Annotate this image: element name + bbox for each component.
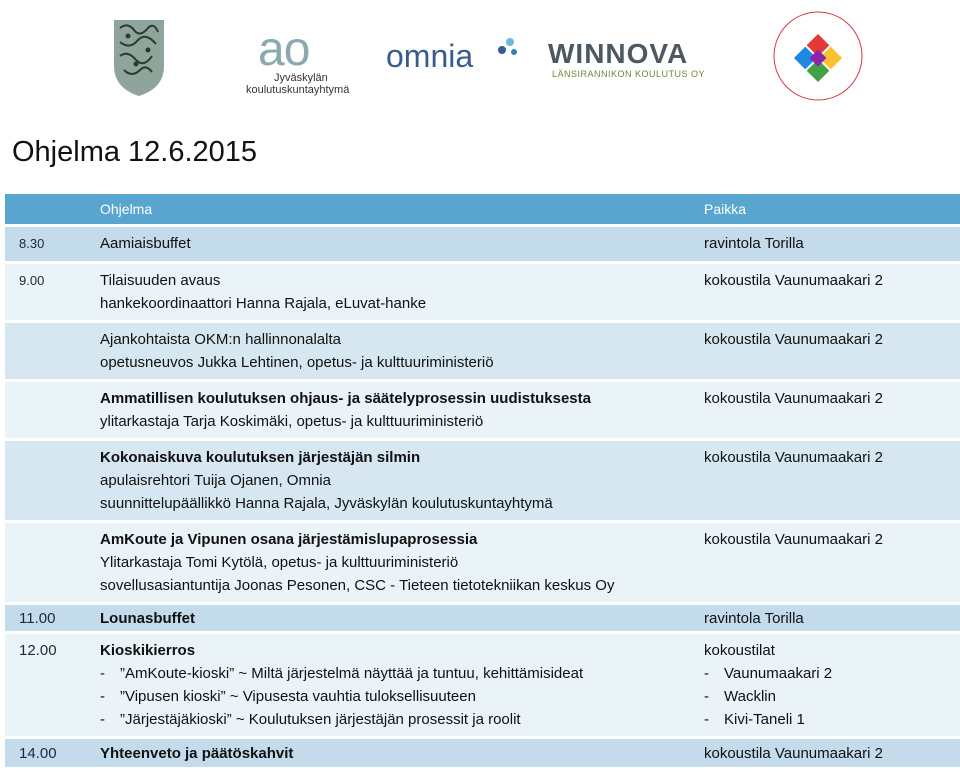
row-title: Tilaisuuden avaus bbox=[100, 272, 221, 289]
row-place: ravintola Torilla bbox=[696, 227, 960, 261]
row-title: Yhteenveto ja päätöskahvit bbox=[92, 739, 696, 767]
row-place: kokoustila Vaunumaakari 2 bbox=[696, 523, 960, 602]
winnova-logo bbox=[548, 40, 718, 82]
row-speaker: ylitarkastaja Tarja Koskimäki, opetus- ja kulttuuriministeriö bbox=[100, 413, 484, 430]
row-title: Ammatillisen koulutuksen ohjaus- ja säätelyprosessin uudistuksesta bbox=[100, 390, 591, 407]
row-time bbox=[5, 382, 92, 438]
table-row bbox=[5, 634, 960, 736]
jyvaskyla-ao-logo bbox=[240, 23, 350, 98]
row-speaker: apulaisrehtori Tuija Ojanen, Omnia bbox=[100, 472, 331, 489]
table-row bbox=[5, 382, 960, 438]
row-program bbox=[92, 523, 696, 602]
opetushallitus-badge-logo bbox=[770, 8, 866, 106]
omnia-logo-text: omnia bbox=[386, 38, 474, 74]
table-row bbox=[5, 605, 960, 631]
kiosk-item-text: ”Järjestäjäkioski” ~ Koulutuksen järjestäjän prosessit ja roolit bbox=[120, 711, 521, 728]
place-item bbox=[704, 662, 960, 685]
row-time: 12.00 bbox=[5, 634, 92, 736]
table-row bbox=[5, 323, 960, 379]
omnia-dots-icon bbox=[494, 34, 520, 60]
dash-bullet: - bbox=[704, 711, 709, 728]
row-program bbox=[92, 382, 696, 438]
row-time: 11.00 bbox=[5, 605, 92, 631]
kiosk-item bbox=[100, 662, 696, 685]
row-speaker: suunnittelupäällikkö Hanna Rajala, Jyväskylän koulutuskuntayhtymä bbox=[100, 495, 553, 512]
place-item-text: Vaunumaakari 2 bbox=[724, 665, 833, 682]
place-heading: kokoustilat bbox=[704, 642, 775, 659]
header-place: Paikka bbox=[696, 194, 960, 224]
table-row bbox=[5, 739, 960, 767]
winnova-logo-sub: LÄNSIRANNIKON KOULUTUS OY bbox=[552, 69, 706, 79]
row-place: kokoustila Vaunumaakari 2 bbox=[696, 739, 960, 767]
table-header-row bbox=[5, 194, 960, 224]
ao-logo-text: ao bbox=[258, 23, 310, 76]
page-title: Ohjelma 12.6.2015 bbox=[12, 136, 258, 168]
place-item bbox=[704, 685, 960, 708]
ao-logo-sub1: Jyväskylän bbox=[274, 72, 328, 84]
dash-bullet: - bbox=[704, 665, 709, 682]
row-title: Kokonaiskuva koulutuksen järjestäjän silmin bbox=[100, 449, 421, 466]
row-speaker: opetusneuvos Jukka Lehtinen, opetus- ja kulttuuriministeriö bbox=[100, 354, 494, 371]
row-time: 14.00 bbox=[5, 739, 92, 767]
row-place: kokoustila Vaunumaakari 2 bbox=[696, 382, 960, 438]
row-program bbox=[92, 323, 696, 379]
logo-bar bbox=[0, 0, 960, 120]
row-title: Lounasbuffet bbox=[92, 605, 696, 631]
row-program bbox=[92, 634, 696, 736]
header-program: Ohjelma bbox=[92, 194, 696, 224]
row-time bbox=[5, 323, 92, 379]
row-place: ravintola Torilla bbox=[696, 605, 960, 631]
row-program bbox=[92, 441, 696, 520]
table-row bbox=[5, 441, 960, 520]
dash-bullet: - bbox=[100, 665, 105, 682]
ao-logo-sub2: koulutuskuntayhtymä bbox=[246, 84, 350, 96]
row-title: Kioskikierros bbox=[100, 642, 196, 659]
row-time bbox=[5, 441, 92, 520]
place-item bbox=[704, 708, 960, 731]
row-title: AmKoute ja Vipunen osana järjestämislupaprosessia bbox=[100, 531, 478, 548]
header-time bbox=[5, 194, 92, 224]
row-speaker: Ylitarkastaja Tomi Kytölä, opetus- ja kulttuuriministeriö bbox=[100, 554, 459, 571]
row-title: Ajankohtaista OKM:n hallinnonalalta bbox=[100, 331, 341, 348]
omnia-logo bbox=[386, 38, 526, 74]
dash-bullet: - bbox=[100, 711, 105, 728]
dash-bullet: - bbox=[704, 688, 709, 705]
table-row bbox=[5, 264, 960, 320]
kiosk-item bbox=[100, 708, 696, 731]
dash-bullet: - bbox=[100, 688, 105, 705]
row-time: 9.00 bbox=[5, 264, 92, 320]
emblem-logo bbox=[108, 14, 170, 98]
row-time: 8.30 bbox=[5, 227, 92, 261]
winnova-logo-text: WINNOVA bbox=[548, 38, 689, 69]
program-table bbox=[5, 191, 960, 770]
row-title bbox=[92, 227, 696, 261]
row-place bbox=[696, 634, 960, 736]
row-place: kokoustila Vaunumaakari 2 bbox=[696, 264, 960, 320]
row-speaker: hankekoordinaattori Hanna Rajala, eLuvat-hanke bbox=[100, 295, 427, 312]
kiosk-item-text: ”AmKoute-kioski” ~ Miltä järjestelmä näyttää ja tuntuu, kehittämisideat bbox=[120, 665, 584, 682]
row-title-text: Aamiaisbuffet bbox=[100, 235, 191, 252]
row-program bbox=[92, 264, 696, 320]
row-place: kokoustila Vaunumaakari 2 bbox=[696, 441, 960, 520]
row-time bbox=[5, 523, 92, 602]
table-row bbox=[5, 523, 960, 602]
table-row bbox=[5, 227, 960, 261]
kiosk-item bbox=[100, 685, 696, 708]
row-place: kokoustila Vaunumaakari 2 bbox=[696, 323, 960, 379]
row-speaker: sovellusasiantuntija Joonas Pesonen, CSC - Tieteen tietotekniikan keskus Oy bbox=[100, 577, 615, 594]
place-item-text: Kivi-Taneli 1 bbox=[724, 711, 805, 728]
kiosk-item-text: ”Vipusen kioski” ~ Vipusesta vauhtia tuloksellisuuteen bbox=[120, 688, 476, 705]
place-item-text: Wacklin bbox=[724, 688, 776, 705]
